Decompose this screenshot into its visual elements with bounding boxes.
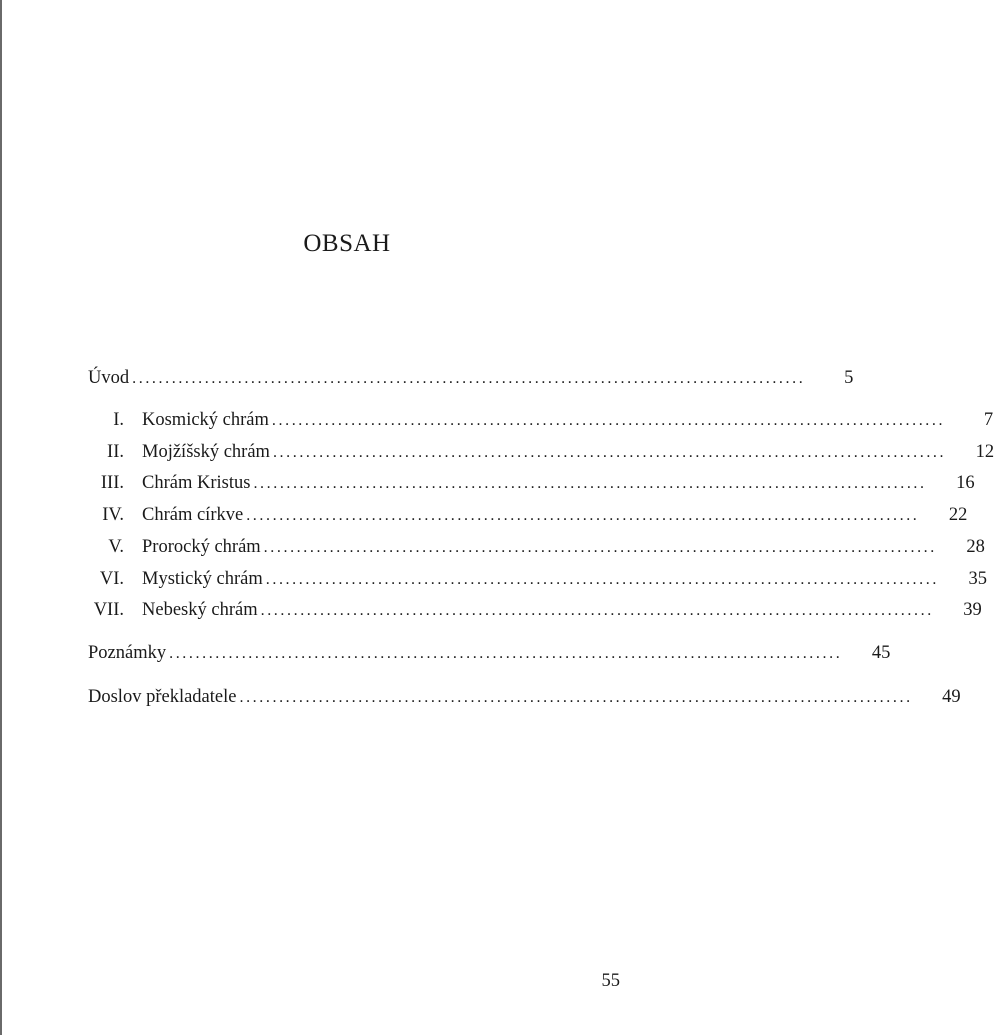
dot-leader: ...................................................................................................... bbox=[272, 444, 947, 461]
entry-label: Kosmický chrám bbox=[142, 410, 269, 430]
dot-leader: ...................................................................................................... bbox=[169, 645, 843, 662]
dot-leader: ...................................................................................................... bbox=[265, 571, 939, 588]
entry-page: 39 bbox=[963, 600, 982, 620]
page-title: OBSAH bbox=[303, 230, 391, 257]
dot-leader: ...................................................................................................... bbox=[260, 602, 934, 619]
table-of-contents bbox=[88, 0, 994, 1035]
entry-page: 28 bbox=[966, 537, 985, 557]
entry-label: Úvod bbox=[88, 368, 130, 388]
dot-leader: ...................................................................................................... bbox=[263, 539, 937, 556]
toc-entry-notes[interactable] bbox=[88, 639, 891, 667]
toc-entry-chapter-7[interactable] bbox=[88, 596, 982, 624]
toc-entry-chapter-2[interactable] bbox=[88, 438, 994, 466]
dot-leader: ...................................................................................................... bbox=[239, 689, 913, 706]
entry-page: 45 bbox=[871, 643, 891, 663]
entry-label: Doslov překladatele bbox=[88, 687, 237, 707]
page-number: 55 bbox=[601, 971, 620, 991]
entry-label: Nebeský chrám bbox=[142, 600, 258, 620]
dot-leader: ...................................................................................................... bbox=[246, 507, 920, 524]
entry-label: Mojžíšský chrám bbox=[142, 442, 270, 462]
dot-leader: ...................................................................................................... bbox=[132, 370, 806, 387]
entry-label: Mystický chrám bbox=[142, 569, 263, 589]
toc-entry-afterword[interactable] bbox=[88, 683, 961, 711]
entry-label: Poznámky bbox=[88, 643, 167, 663]
entry-label: Chrám církve bbox=[142, 505, 244, 525]
chapter-number: I. bbox=[113, 410, 124, 430]
toc-entry-chapter-6[interactable] bbox=[88, 565, 987, 593]
chapter-number: IV. bbox=[102, 505, 124, 525]
entry-label: Chrám Kristus bbox=[142, 473, 251, 493]
dot-leader: ...................................................................................................... bbox=[253, 475, 927, 492]
entry-page: 5 bbox=[844, 368, 854, 388]
chapter-number: VII. bbox=[93, 600, 124, 620]
entry-page: 35 bbox=[968, 569, 987, 589]
toc-entry-chapter-4[interactable] bbox=[88, 501, 968, 529]
entry-page: 7 bbox=[983, 410, 994, 430]
chapter-number: V. bbox=[108, 537, 124, 557]
toc-entry-chapter-3[interactable] bbox=[88, 469, 975, 497]
toc-entry-chapter-5[interactable] bbox=[88, 533, 985, 561]
dot-leader: ...................................................................................................... bbox=[271, 412, 946, 429]
page-edge bbox=[0, 0, 2, 1035]
toc-entry-intro[interactable] bbox=[88, 364, 854, 392]
entry-page: 22 bbox=[948, 505, 968, 525]
entry-page: 16 bbox=[956, 473, 975, 493]
entry-page: 12 bbox=[975, 442, 994, 462]
toc-entry-chapter-1[interactable] bbox=[88, 406, 994, 434]
chapter-number: III. bbox=[100, 473, 124, 493]
entry-page: 49 bbox=[942, 687, 961, 707]
chapter-number: VI. bbox=[99, 569, 124, 589]
chapter-number: II. bbox=[107, 442, 124, 462]
entry-label: Prorocký chrám bbox=[142, 537, 261, 557]
